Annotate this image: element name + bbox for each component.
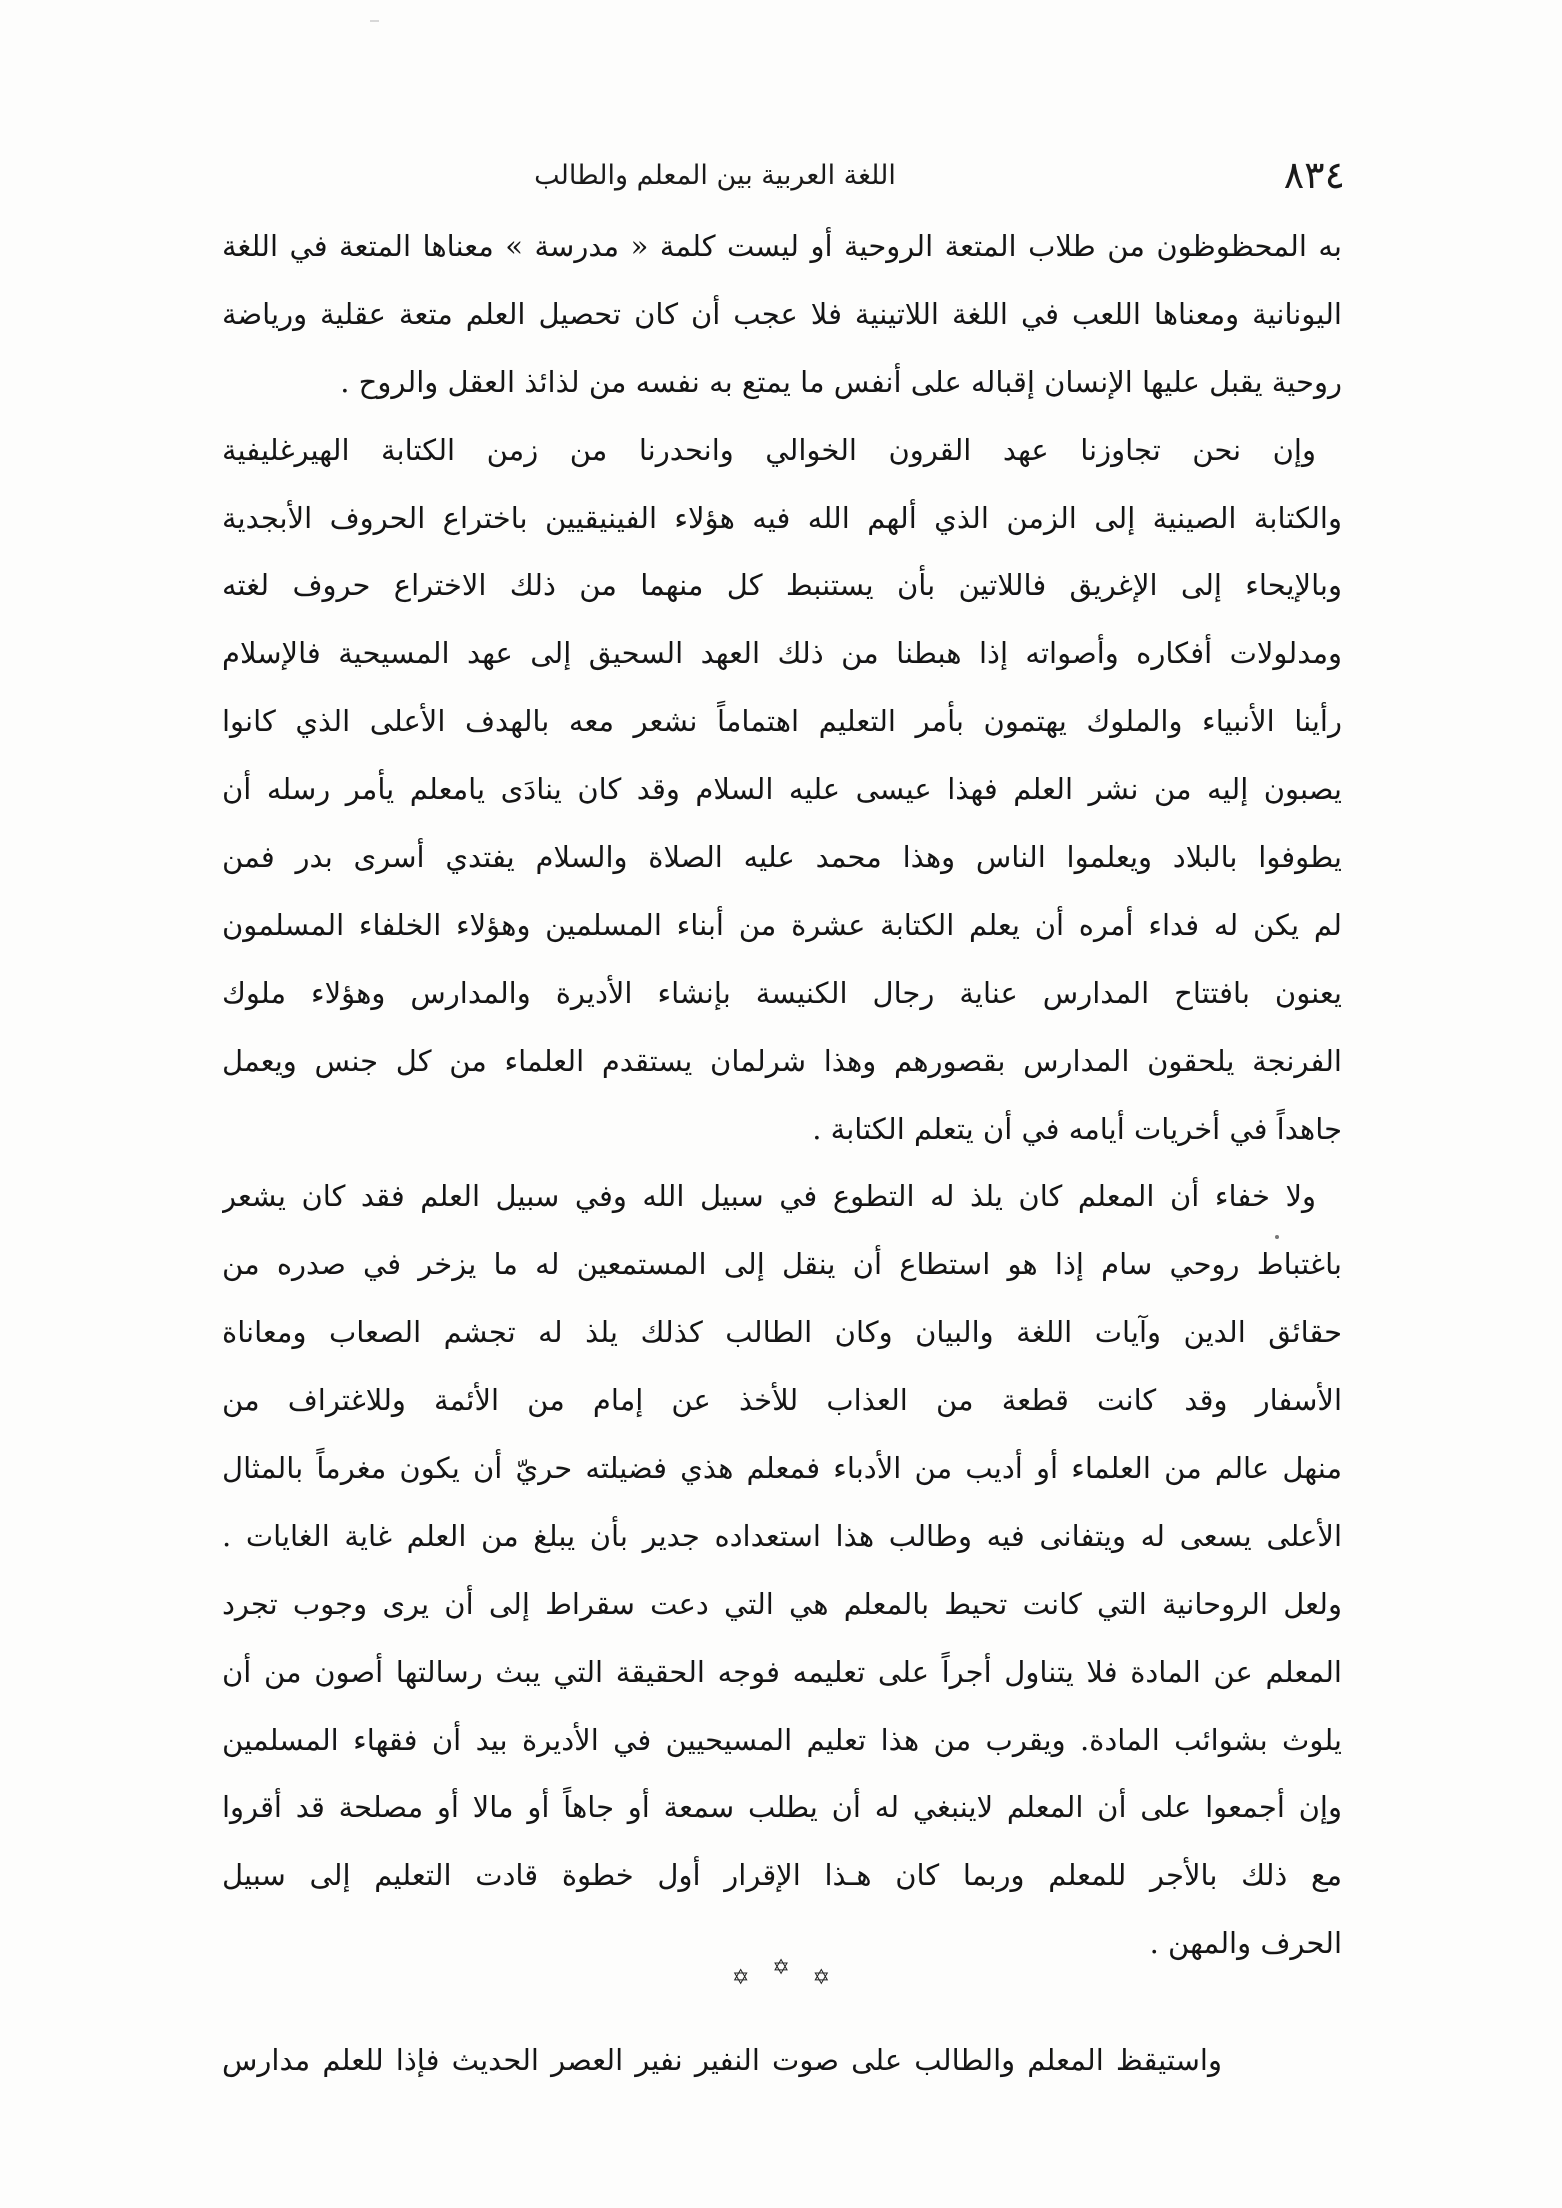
- star-icon: ✡: [812, 1965, 831, 1989]
- text-line: الأسفار وقد كانت قطعة من العذاب للأخذ عن إمام من الأئمة وللاغتراف من: [222, 1383, 1342, 1418]
- text-line: يعنون بافتتاح المدارس عناية رجال الكنيسة بإنشاء الأديرة والمدارس وهؤلاء ملوك: [222, 975, 1342, 1010]
- text-line: وإن نحن تجاوزنا عهد القرون الخوالي وانحدرنا من زمن الكتابة الهيرغليفية: [222, 432, 1316, 467]
- section-separator: [0, 1955, 1562, 2009]
- text-line: وإن أجمعوا على أن المعلم لاينبغي له أن يطلب سمعة أو جاهاً أو مالا أو مصلحة قد أقروا: [222, 1790, 1342, 1825]
- text-line: يلوث بشوائب المادة. ويقرب من هذا تعليم المسيحيين في الأديرة بيد أن فقهاء المسلمين: [222, 1722, 1342, 1757]
- text-line: منهل عالم من العلماء أو أديب من الأدباء فمعلم هذي فضيلته حريّ أن يكون مغرماً بالمثال: [222, 1451, 1342, 1486]
- text-line: مع ذلك بالأجر للمعلم وربما كان هـذا الإقرار أول خطوة قادت التعليم إلى سبيل: [222, 1858, 1342, 1893]
- text-line: به المحظوظون من طلاب المتعة الروحية أو ليست كلمة « مدرسة » معناها المتعة في اللغة: [222, 229, 1342, 263]
- text-line: جاهداً في أخريات أيامه في أن يتعلم الكتابة .: [812, 1111, 1342, 1146]
- text-line: حقائق الدين وآيات اللغة والبيان وكان الطالب كذلك يلذ له تجشم الصعاب ومعاناة: [222, 1315, 1342, 1350]
- text-line: يصبون إليه من نشر العلم فهذا عيسى عليه السلام وقد كان ينادَى يامعلم يأمر رسله أن: [222, 772, 1342, 807]
- text-line: الأعلى يسعى له ويتفانى فيه وطالب هذا استعداده جدير بأن يبلغ من العلم غاية الغايات .: [222, 1518, 1342, 1553]
- text-line: ومدلولات أفكاره وأصواته إذا هبطنا من ذلك العهد السحيق إلى عهد المسيحية فالإسلام: [222, 636, 1342, 671]
- text-line: الفرنجة يلحقون المدارس بقصورهم وهذا شرلمان يستقدم العلماء من كل جنس ويعمل: [222, 1043, 1342, 1078]
- text-line: باغتباط روحي سام إذا هو استطاع أن ينقل إلى المستمعين له ما يزخر في صدره من: [222, 1247, 1342, 1282]
- star-icon: ✡: [731, 1965, 750, 1989]
- body-text: [222, 213, 1342, 1978]
- page-number: ٨٣٤: [1283, 153, 1345, 197]
- text-line: ولعل الروحانية التي كانت تحيط بالمعلم هي التي دعت سقراط إلى أن يرى وجوب تجرد: [222, 1586, 1342, 1621]
- scan-artifact: [370, 20, 379, 22]
- page-header: [225, 150, 1345, 200]
- text-line: لم يكن له فداء أمره أن يعلم الكتابة عشرة من أبناء المسلمين وهؤلاء الخلفاء المسلمون: [222, 907, 1342, 942]
- star-icon: ✡: [772, 1955, 790, 1979]
- text-line: المعلم عن المادة فلا يتناول أجراً على تعليمه فوجه الحقيقة التي يبث رسالتها أصون من أن: [222, 1654, 1342, 1689]
- text-line: رأينا الأنبياء والملوك يهتمون بأمر التعليم اهتماماً نشعر معه بالهدف الأعلى الذي كانوا: [222, 704, 1342, 739]
- continuation-line: واستيقظ المعلم والطالب على صوت النفير نفير العصر الحديث فإذا للعلم مدارس: [222, 2043, 1222, 2077]
- running-title: اللغة العربية بين المعلم والطالب: [534, 160, 896, 191]
- text-line: والكتابة الصينية إلى الزمن الذي ألهم الله فيه هؤلاء الفينيقيين باختراع الحروف الأبجدية: [222, 500, 1342, 535]
- text-line: روحية يقبل عليها الإنسان إقباله على أنفس ما يمتع به نفسه من لذائذ العقل والروح .: [340, 364, 1342, 399]
- text-line: اليونانية ومعناها اللعب في اللغة اللاتينية فلا عجب أن كان تحصيل العلم متعة عقلية ورياضة: [222, 296, 1342, 331]
- text-line: يطوفوا بالبلاد ويعلموا الناس وهذا محمد عليه الصلاة والسلام يفتدي أسرى بدر فمن: [222, 840, 1342, 875]
- text-line: ولا خفاء أن المعلم كان يلذ له التطوع في سبيل الله وفي سبيل العلم فقد كان يشعر: [222, 1179, 1316, 1214]
- text-line: الحرف والمهن .: [1149, 1926, 1342, 1961]
- text-line: وبالإيحاء إلى الإغريق فاللاتين بأن يستنبط كل منهما من ذلك الاختراع حروف لغته: [222, 568, 1342, 603]
